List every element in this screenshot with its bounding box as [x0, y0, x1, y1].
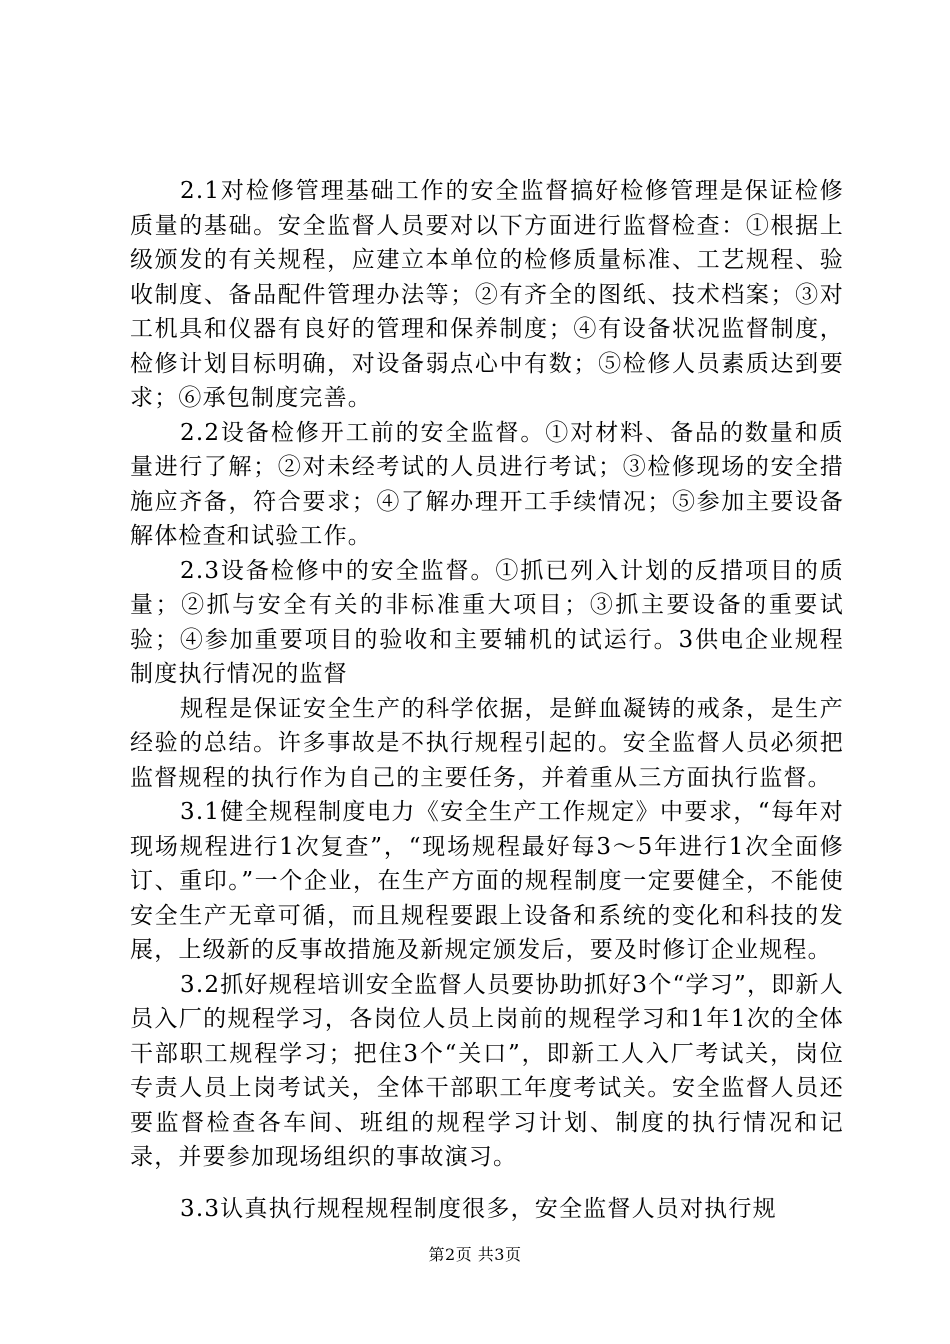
document-body	[130, 174, 844, 1226]
page-footer: 第2页 共3页	[428, 1245, 522, 1264]
paragraph-regulations-intro: 规程是保证安全生产的科学依据，是鲜血凝铸的戒条，是生产经验的总结。许多事故是不执行规程引起的。安全监督人员必须把监督规程的执行作为自己的主要任务，并着重从三方面执行监督。	[130, 695, 844, 791]
paragraph-2-3: 2.3设备检修中的安全监督。①抓已列入计划的反措项目的质量；②抓与安全有关的非标准重大项目；③抓主要设备的重要试验；④参加重要项目的验收和主要辅机的试运行。3供电企业规程制度执行情况的监督	[130, 557, 844, 687]
paragraph-2-1: 2.1对检修管理基础工作的安全监督搞好检修管理是保证检修质量的基础。安全监督人员要对以下方面进行监督检查：①根据上级颁发的有关规程，应建立本单位的检修质量标准、工艺规程、验收制度、备品配件管理办法等；②有齐全的图纸、技术档案；③对工机具和仪器有良好的管理和保养制度；④有设备状况监督制度，检修计划目标明确，对设备弱点心中有数；⑤检修人员素质达到要求；⑥承包制度完善。	[130, 178, 844, 411]
paragraph-3-1: 3.1健全规程制度电力《安全生产工作规定》中要求，“每年对现场规程进行1次复查”，“现场规程最好每3～5年进行1次全面修订、重印。”一个企业，在生产方面的规程制度一定要健全，不能使安全生产无章可循，而且规程要跟上设备和系统的变化和科技的发展，上级新的反事故措施及新规定颁发后，要及时修订企业规程。	[130, 799, 844, 963]
paragraph-3-2: 3.2抓好规程培训安全监督人员要协助抓好3个“学习”，即新人员入厂的规程学习，各岗位人员上岗前的规程学习和1年1次的全体干部职工规程学习；把住3个“关口”，即新工人入厂考试关，岗位专责人员上岗考试关，全体干部职工年度考试关。安全监督人员还要监督检查各车间、班组的规程学习计划、制度的执行情况和记录，并要参加现场组织的事故演习。	[130, 971, 844, 1170]
paragraph-3-3: 3.3认真执行规程规程制度很多，安全监督人员对执行规	[180, 1195, 777, 1222]
paragraph-2-2: 2.2设备检修开工前的安全监督。①对材料、备品的数量和质量进行了解；②对未经考试的人员进行考试；③检修现场的安全措施应齐备，符合要求；④了解办理开工手续情况；⑤参加主要设备解体检查和试验工作。	[130, 419, 844, 549]
